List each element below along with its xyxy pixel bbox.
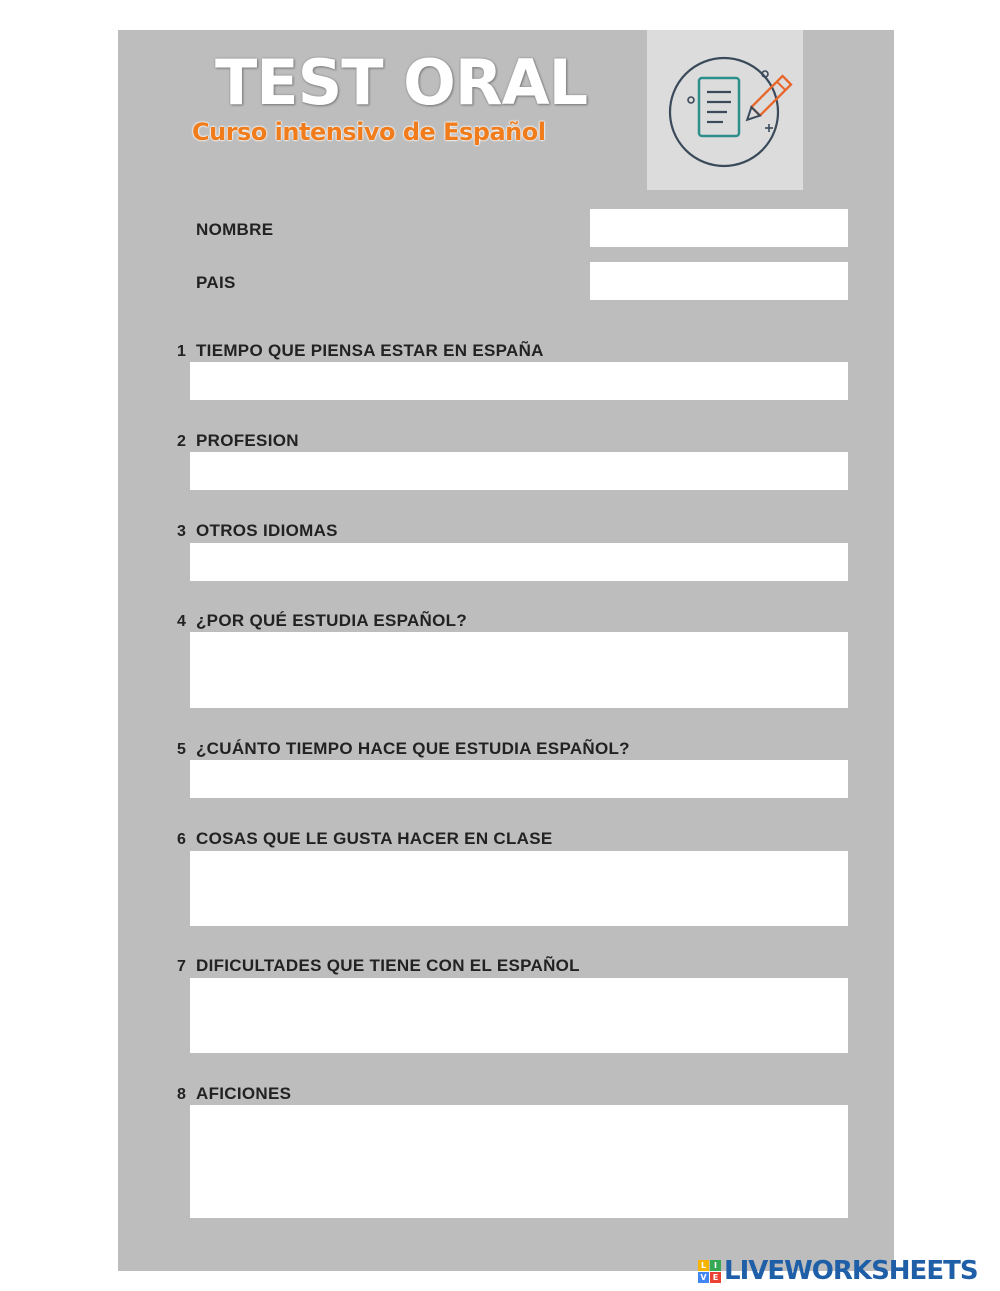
question-label: OTROS IDIOMAS [196, 521, 338, 540]
answer-field-6[interactable] [190, 851, 848, 926]
question-label: DIFICULTADES QUE TIENE CON EL ESPAÑOL [196, 956, 580, 975]
question-number: 1 [177, 343, 186, 360]
question-number: 2 [177, 433, 186, 450]
name-label: NOMBRE [196, 220, 274, 239]
header-illustration [647, 30, 803, 190]
question-number: 4 [177, 613, 186, 630]
liveworksheets-logo [698, 1256, 978, 1286]
question-label: COSAS QUE LE GUSTA HACER EN CLASE [196, 829, 553, 848]
question-number: 3 [177, 523, 186, 540]
question-label: ¿POR QUÉ ESTUDIA ESPAÑOL? [196, 611, 468, 630]
answer-field-3[interactable] [190, 543, 848, 581]
document-pencil-icon [647, 30, 803, 190]
question-label: AFICIONES [196, 1084, 292, 1103]
answer-field-1[interactable] [190, 362, 848, 400]
answer-field-2[interactable] [190, 452, 848, 490]
question-label: TIEMPO QUE PIENSA ESTAR EN ESPAÑA [196, 341, 544, 360]
brand-name: LIVEWORKSHEETS [724, 1256, 978, 1286]
question-number: 5 [177, 741, 186, 758]
page-title: TEST ORAL [215, 46, 588, 119]
page-subtitle: Curso intensivo de Español [192, 118, 546, 146]
answer-field-4[interactable] [190, 632, 848, 708]
answer-field-8[interactable] [190, 1105, 848, 1218]
country-field[interactable] [590, 262, 848, 300]
name-field[interactable] [590, 209, 848, 247]
question-label: PROFESION [196, 431, 299, 450]
question-label: ¿CUÁNTO TIEMPO HACE QUE ESTUDIA ESPAÑOL? [196, 739, 630, 758]
question-number: 6 [177, 831, 186, 848]
brand-blocks-icon: L I V E [698, 1260, 721, 1283]
question-number: 8 [177, 1086, 186, 1103]
question-number: 7 [177, 958, 186, 975]
answer-field-7[interactable] [190, 978, 848, 1053]
answer-field-5[interactable] [190, 760, 848, 798]
country-label: PAIS [196, 273, 236, 292]
